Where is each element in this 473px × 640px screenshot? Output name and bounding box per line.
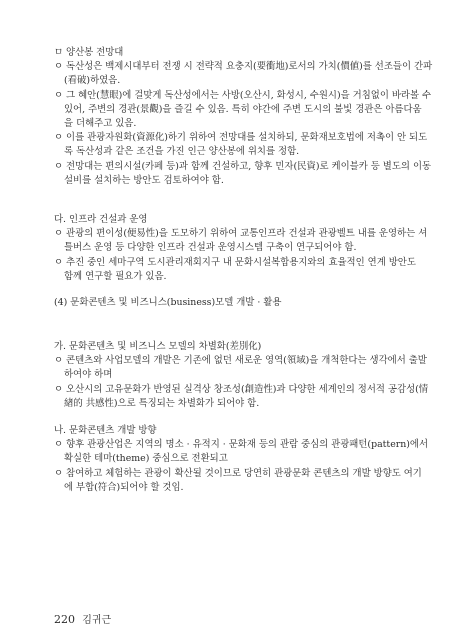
section-heading-4 xyxy=(54,296,446,310)
text-line: ㅇ 참여하고 체험하는 관광이 확산될 것이므로 당연히 관광문화 콘텐츠의 개발 방향도 여기 xyxy=(54,467,422,479)
section-content-direction xyxy=(54,424,446,495)
text-line: ㅇ 전망대는 편의시설(카페 등)과 함께 건설하고, 향후 민자(民資)로 케이블카 등 별도의 이동 xyxy=(54,160,432,172)
text-line: ㅇ 그 혜안(慧眼)에 걸맞게 독산성에서는 사방(오산시, 화성시, 수원시)을 거침없이 바라볼 수 xyxy=(54,89,432,101)
text-line: 을 더해주고 있음. xyxy=(64,118,137,130)
heading-line: 다. 인프라 건설과 운영 xyxy=(54,214,148,225)
page-number: 220 xyxy=(54,613,75,626)
section-yangsanbong xyxy=(54,46,446,188)
text-line: 緖的 共感性)으로 특징되는 차별화가 되어야 함. xyxy=(64,397,260,409)
section-infrastructure xyxy=(54,213,446,284)
text-line: ㅇ 향후 관광산업은 지역의 명소 · 유적지 · 문화재 등의 관람 중심의 관광패턴(pattern)에서 xyxy=(54,439,429,451)
section-differentiation xyxy=(54,340,446,411)
text-line: ㅇ 이를 관광자원화(資源化)하기 위하여 전망대를 설치하되, 문화재보호법에 저촉이 안 되도 xyxy=(54,132,428,144)
text-line: 확실한 테마(theme) 중심으로 전환되고 xyxy=(64,453,228,465)
heading-line: 나. 문화콘텐츠 개발 방향 xyxy=(54,425,157,436)
text-line: ㅇ 추진 중인 세마구역 도시관리재회지구 내 문화시설복합용지와의 효율적인 연계 방안도 xyxy=(54,256,416,268)
text-line: 틀버스 운영 등 다양한 인프라 건설과 운영시스템 구축이 연구되어야 함. xyxy=(64,242,357,254)
author-name: 김귀근 xyxy=(82,615,112,626)
text-line: 록 독산성과 같은 조건을 가진 인근 양산봉에 위치를 정함. xyxy=(64,146,300,158)
page-footer xyxy=(54,613,111,628)
text-line: ㅇ 관광의 편이성(便易性)을 도모하기 위하여 교통인프라 건설과 관광벨트 내를 운영하는 셔 xyxy=(54,228,428,240)
section-title: (4) 문화콘텐츠 및 비즈니스(business)모델 개발 · 활용 xyxy=(54,297,282,308)
text-line: 에 부합(符合)되어야 할 것임. xyxy=(64,481,184,493)
heading-line: ㅁ 양산봉 전망대 xyxy=(54,47,124,58)
text-line: ㅇ 오산시의 고유문화가 반영된 실격상 창조성(創造性)과 다양한 세계인의 정서적 공감성(情 xyxy=(54,383,429,395)
text-line: 하여야 하며 xyxy=(64,369,113,381)
heading-line: 가. 문화콘텐츠 및 비즈니스 모델의 차별화(差別化) xyxy=(54,341,262,352)
text-line: 설비를 설치하는 방안도 검토하여야 함. xyxy=(64,174,224,186)
text-line: 있어, 주변의 경관(景觀)을 즐길 수 있음. 특히 야간에 주변 도시의 불빛 경관은 아름다움 xyxy=(64,103,422,115)
text-line: (看破)하였음. xyxy=(64,75,121,87)
text-line: ㅇ 독산성은 백제시대부터 전쟁 시 전략적 요충지(要衝地)로서의 가치(價値)를 선조들이 간파 xyxy=(54,61,433,73)
text-line: ㅇ 콘텐츠와 사업모델의 개발은 기존에 없던 새로운 영역(領域)을 개척한다는 생각에서 출발 xyxy=(54,355,427,367)
text-line: 함께 연구할 필요가 있음. xyxy=(64,270,167,282)
